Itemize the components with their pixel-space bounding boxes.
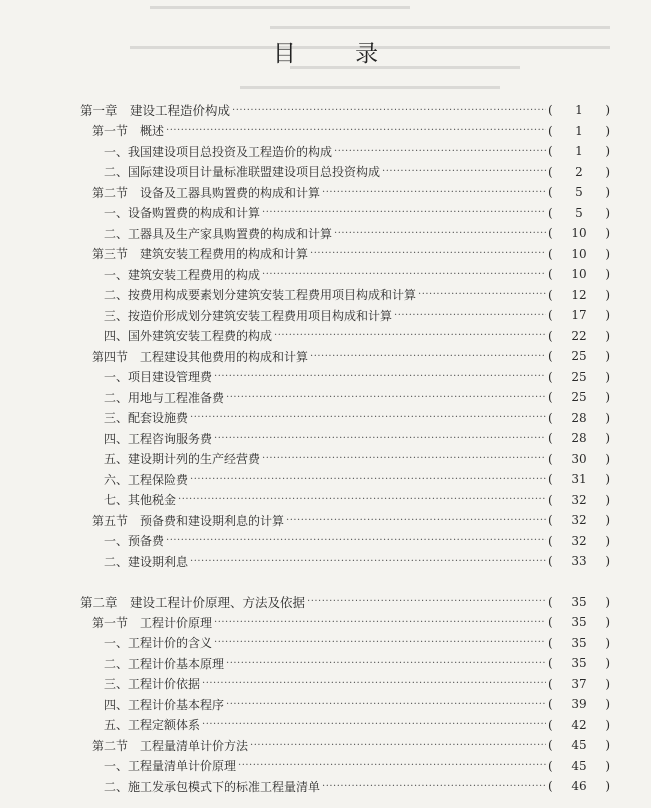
dot-leader (250, 740, 546, 751)
toc-entry-label: 四、工程计价基本程序 (104, 697, 225, 712)
toc-entry-label: 第四节 工程建设其他费用的构成和计算 (92, 349, 309, 364)
page-number-value: 1 (575, 144, 583, 159)
toc-entry-label: 五、建设期计列的生产经营费 (104, 452, 261, 467)
page-number: ( 31 ) (548, 472, 610, 487)
toc-entry-label: 第一节 工程计价原理 (92, 615, 213, 630)
toc-item-row[interactable] (80, 674, 610, 695)
toc-entry-label: 三、工程计价依据 (104, 677, 201, 692)
toc-item-row[interactable] (80, 449, 610, 470)
dot-leader (310, 248, 546, 259)
page-number-value: 1 (575, 103, 583, 118)
toc-entry-label: 四、工程咨询服务费 (104, 431, 213, 446)
page-number: ( 5 ) (548, 185, 610, 200)
page-number-value: 5 (575, 185, 583, 200)
toc-entry-label: 二、施工发承包模式下的标准工程量清单 (104, 779, 321, 794)
dot-leader (166, 125, 546, 136)
page-number: ( 10 ) (548, 226, 610, 241)
page-number-value: 5 (575, 205, 583, 220)
page-number-value: 25 (571, 349, 587, 364)
page-number-value: 25 (571, 390, 587, 405)
page-number: ( 42 ) (548, 717, 610, 732)
dot-leader (310, 351, 546, 362)
toc-item-row[interactable] (80, 387, 610, 408)
page-number: ( 22 ) (548, 328, 610, 343)
toc-entry-label: 第二节 设备及工器具购置费的构成和计算 (92, 185, 321, 200)
page-number-value: 10 (571, 226, 587, 241)
page-number-value: 37 (571, 676, 587, 691)
page-number-value: 32 (571, 533, 587, 548)
dot-leader (262, 453, 546, 464)
page-number: ( 28 ) (548, 410, 610, 425)
toc-item-row[interactable] (80, 776, 610, 797)
toc-entry-label: 二、工器具及生产家具购置费的构成和计算 (104, 226, 333, 241)
page-number: ( 10 ) (548, 267, 610, 282)
dot-leader (394, 310, 546, 321)
toc-item-row[interactable] (80, 203, 610, 224)
dot-leader (307, 596, 546, 607)
toc-item-row[interactable] (80, 715, 610, 736)
page-number-value: 2 (575, 164, 583, 179)
page-number-value: 35 (571, 656, 587, 671)
toc-entry-label: 第二章 建设工程计价原理、方法及依据 (80, 594, 306, 610)
page-number-value: 32 (571, 492, 587, 507)
toc-chapter-row[interactable] (80, 100, 610, 121)
page-number-value: 45 (571, 758, 587, 773)
page-number: ( 35 ) (548, 594, 610, 609)
toc-entry-label: 三、按造价形成划分建筑安装工程费用项目构成和计算 (104, 308, 393, 323)
page-number-value: 45 (571, 738, 587, 753)
dot-leader (226, 699, 546, 710)
page-number: ( 1 ) (548, 144, 610, 159)
toc-entry-label: 一、建筑安装工程费用的构成 (104, 267, 261, 282)
toc-entry-label: 第五节 预备费和建设期利息的计算 (92, 513, 285, 528)
page-number: ( 32 ) (548, 492, 610, 507)
toc-section-row[interactable] (80, 735, 610, 756)
page-number-value: 25 (571, 369, 587, 384)
toc-entry-label: 二、国际建设项目计量标准联盟建设项目总投资构成 (104, 165, 381, 180)
toc-section-row[interactable] (80, 121, 610, 142)
dot-leader (190, 474, 546, 485)
toc-entry-label: 二、按费用构成要素划分建筑安装工程费用项目构成和计算 (104, 288, 417, 303)
toc-item-row[interactable] (80, 428, 610, 449)
page-number-value: 35 (571, 594, 587, 609)
toc-item-row[interactable] (80, 367, 610, 388)
toc-item-row[interactable] (80, 653, 610, 674)
page-number: ( 45 ) (548, 758, 610, 773)
toc-item-row[interactable] (80, 162, 610, 183)
page-number-value: 32 (571, 513, 587, 528)
toc-item-row[interactable] (80, 326, 610, 347)
toc-entry-label: 五、工程定额体系 (104, 718, 201, 733)
toc-entry-label: 一、预备费 (104, 534, 165, 549)
toc-item-row[interactable] (80, 305, 610, 326)
page-number: ( 12 ) (548, 287, 610, 302)
toc-item-row[interactable] (80, 223, 610, 244)
toc-item-row[interactable] (80, 531, 610, 552)
dot-leader (202, 678, 546, 689)
page-number: ( 1 ) (548, 123, 610, 138)
page-number-value: 10 (571, 267, 587, 282)
page-number-value: 46 (571, 779, 587, 794)
toc-entry-label: 第二节 工程量清单计价方法 (92, 738, 249, 753)
dot-leader (262, 269, 546, 280)
page-number-value: 28 (571, 431, 587, 446)
toc-item-row[interactable] (80, 285, 610, 306)
toc-entry-label: 一、工程计价的含义 (104, 636, 213, 651)
dot-leader (238, 760, 546, 771)
page-number: ( 45 ) (548, 738, 610, 753)
page-number: ( 2 ) (548, 164, 610, 179)
toc-entry-label: 一、项目建设管理费 (104, 370, 213, 385)
page-number-value: 39 (571, 697, 587, 712)
page-number-value: 1 (575, 123, 583, 138)
dot-leader (286, 515, 546, 526)
page-number: ( 35 ) (548, 635, 610, 650)
toc-section-row[interactable] (80, 182, 610, 203)
dot-leader (190, 556, 546, 567)
toc-entry-label: 四、国外建筑安装工程费的构成 (104, 329, 273, 344)
page-number: ( 32 ) (548, 533, 610, 548)
toc-section-row[interactable] (80, 244, 610, 265)
page-number: ( 17 ) (548, 308, 610, 323)
toc-entry-label: 二、用地与工程准备费 (104, 390, 225, 405)
dot-leader (232, 105, 546, 116)
page-number-value: 30 (571, 451, 587, 466)
page-number-value: 35 (571, 635, 587, 650)
toc-entry-label: 二、建设期利息 (104, 554, 189, 569)
dot-leader (274, 330, 546, 341)
dot-leader (334, 146, 546, 157)
page-title: 目 录 (272, 41, 405, 67)
page-number: ( 33 ) (548, 554, 610, 569)
page-number: ( 46 ) (548, 779, 610, 794)
toc-entry-label: 一、工程量清单计价原理 (104, 759, 237, 774)
dot-leader (322, 781, 546, 792)
page-number-value: 10 (571, 246, 587, 261)
dot-leader (202, 719, 546, 730)
dot-leader (190, 412, 546, 423)
page-number-value: 22 (571, 328, 587, 343)
page-number: ( 25 ) (548, 369, 610, 384)
toc-entry-label: 第一章 建设工程造价构成 (80, 103, 231, 119)
toc-section-row[interactable] (80, 510, 610, 531)
page-number-value: 42 (571, 717, 587, 732)
toc-entry-label: 第一节 概述 (92, 124, 165, 139)
toc-item-row[interactable] (80, 141, 610, 162)
toc-item-row[interactable] (80, 469, 610, 490)
toc-item-row[interactable] (80, 490, 610, 511)
toc-entry-label: 一、设备购置费的构成和计算 (104, 206, 261, 221)
toc-item-row[interactable] (80, 408, 610, 429)
page-number: ( 10 ) (548, 246, 610, 261)
page-number: ( 5 ) (548, 205, 610, 220)
page-number: ( 37 ) (548, 676, 610, 691)
dot-leader (214, 637, 546, 648)
page-number-value: 33 (571, 554, 587, 569)
page-number: ( 32 ) (548, 513, 610, 528)
toc-section-row[interactable] (80, 612, 610, 633)
page-number-value: 31 (571, 472, 587, 487)
page-number: ( 25 ) (548, 390, 610, 405)
page-number: ( 35 ) (548, 656, 610, 671)
dot-leader (226, 392, 546, 403)
toc-item-row[interactable] (80, 756, 610, 777)
toc-entry-label: 三、配套设施费 (104, 411, 189, 426)
toc-item-row[interactable] (80, 633, 610, 654)
dot-leader (178, 494, 546, 505)
page-number: ( 39 ) (548, 697, 610, 712)
toc-item-row[interactable] (80, 694, 610, 715)
dot-leader (214, 371, 546, 382)
dot-leader (322, 187, 546, 198)
page-number: ( 25 ) (548, 349, 610, 364)
toc-entry-label: 七、其他税金 (104, 493, 177, 508)
table-of-contents (80, 100, 610, 797)
toc-item-row[interactable] (80, 264, 610, 285)
dot-leader (214, 617, 546, 628)
page-number-value: 12 (571, 287, 587, 302)
page-number: ( 35 ) (548, 615, 610, 630)
toc-entry-label: 一、我国建设项目总投资及工程造价的构成 (104, 144, 333, 159)
dot-leader (334, 228, 546, 239)
page-number: ( 28 ) (548, 431, 610, 446)
toc-chapter-row[interactable] (80, 592, 610, 613)
page-number: ( 30 ) (548, 451, 610, 466)
toc-entry-label: 二、工程计价基本原理 (104, 656, 225, 671)
page-number-value: 17 (571, 308, 587, 323)
dot-leader (166, 535, 546, 546)
dot-leader (226, 658, 546, 669)
dot-leader (418, 289, 546, 300)
dot-leader (262, 207, 546, 218)
toc-entry-label: 第三节 建筑安装工程费用的构成和计算 (92, 247, 309, 262)
toc-section-row[interactable] (80, 346, 610, 367)
toc-entry-label: 六、工程保险费 (104, 472, 189, 487)
page-number-value: 35 (571, 615, 587, 630)
toc-item-row[interactable] (80, 551, 610, 572)
page-number: ( 1 ) (548, 103, 610, 118)
dot-leader (382, 166, 546, 177)
dot-leader (214, 433, 546, 444)
page-number-value: 28 (571, 410, 587, 425)
